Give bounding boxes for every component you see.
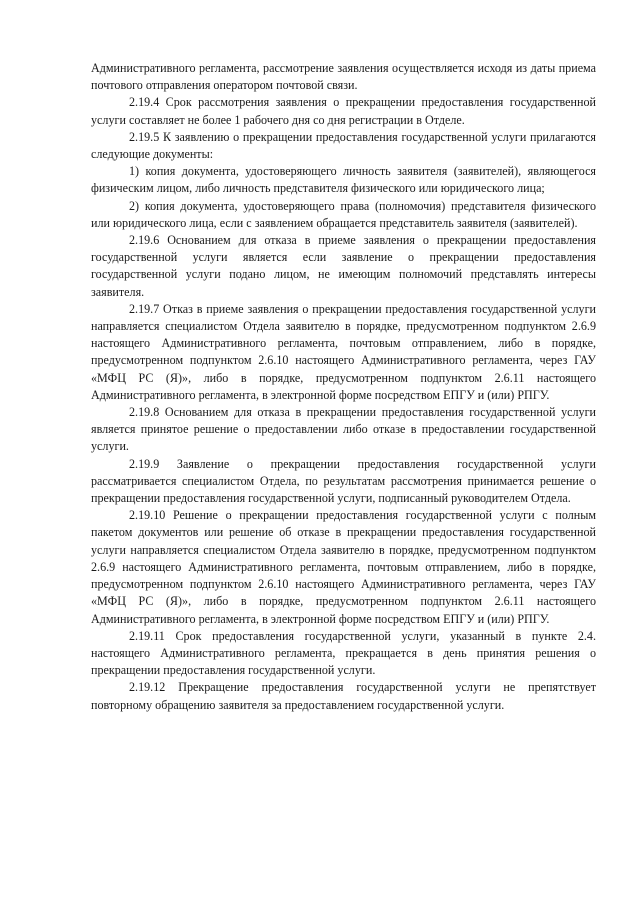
paragraph-2-19-11: 2.19.11 Срок предоставления государственной услуги, указанный в пункте 2.4. настоящего Административного регламента, прекращается в день принятия решения о прекращении предоставления государственной услуги. <box>91 628 596 678</box>
paragraph-2-19-12: 2.19.12 Прекращение предоставления государственной услуги не препятствует повторному обращению заявителя за предоставлением государственной услуги. <box>91 680 596 712</box>
paragraph-2-19-7: 2.19.7 Отказ в приеме заявления о прекращении предоставления государственной услуги направляется специалистом Отдела заявителю в порядке, предусмотренном подпунктом 2.6.9 настоящего Административного регламента, почтовым отправлением, либо в порядке, предусмотренном подпунктом 2.6.10 настоящего Административного регламента, через ГАУ «МФЦ РС (Я)», либо в порядке, предусмотренном подпунктом 2.6.11 настоящего Административного регламента, в электронной форме посредством ЕПГУ и (или) РПГУ. <box>91 301 596 402</box>
paragraph-2-19-4: 2.19.4 Срок рассмотрения заявления о прекращении предоставления государственной услуги составляет не более 1 рабочего дня со дня регистрации в Отделе. <box>91 95 596 127</box>
paragraph-continuation: Административного регламента, рассмотрение заявления осуществляется исходя из даты приема почтового отправления оператором почтовой связи. <box>91 61 596 93</box>
paragraph-2-19-9: 2.19.9 Заявление о прекращении предоставления государственной услуги рассматривается специалистом Отдела, по результатам рассмотрения принимается решение о прекращении предоставления государственной услуги, подписанный руководителем Отдела. <box>91 456 596 506</box>
document-page <box>91 60 596 714</box>
list-item-2: 2) копия документа, удостоверяющего права (полномочия) представителя физического или юридического лица, если с заявлением обращается представитель заявителя (заявителей). <box>91 198 596 230</box>
paragraph-2-19-6: 2.19.6 Основанием для отказа в приеме заявления о прекращении предоставления государственной услуги является если заявление о прекращении предоставления государственной услуги подано лицом, не имеющим полномочий представлять интересы заявителя. <box>91 233 596 299</box>
list-item-1: 1) копия документа, удостоверяющего личность заявителя (заявителей), являющегося физическим лицом, либо личность представителя физического или юридического лица; <box>91 164 596 196</box>
paragraph-2-19-5: 2.19.5 К заявлению о прекращении предоставления государственной услуги прилагаются следующие документы: <box>91 129 596 162</box>
paragraph-2-19-8: 2.19.8 Основанием для отказа в прекращении предоставления государственной услуги является принятое решение о предоставлении либо отказе в предоставлении государственной услуги. <box>91 405 596 454</box>
paragraph-2-19-10: 2.19.10 Решение о прекращении предоставления государственной услуги с полным пакетом документов или решение об отказе в прекращении предоставления государственной услуги направляется специалистом Отдела заявителю в порядке, предусмотренном подпунктом 2.6.9 настоящего Административного регламента, почтовым отправлением, либо в порядке, предусмотренном подпунктом 2.6.10 настоящего Административного регламента, через ГАУ «МФЦ РС (Я)», либо в порядке, предусмотренном подпунктом 2.6.11 настоящего Административного регламента, в электронной форме посредством ЕПГУ и (или) РПГУ. <box>91 508 596 626</box>
